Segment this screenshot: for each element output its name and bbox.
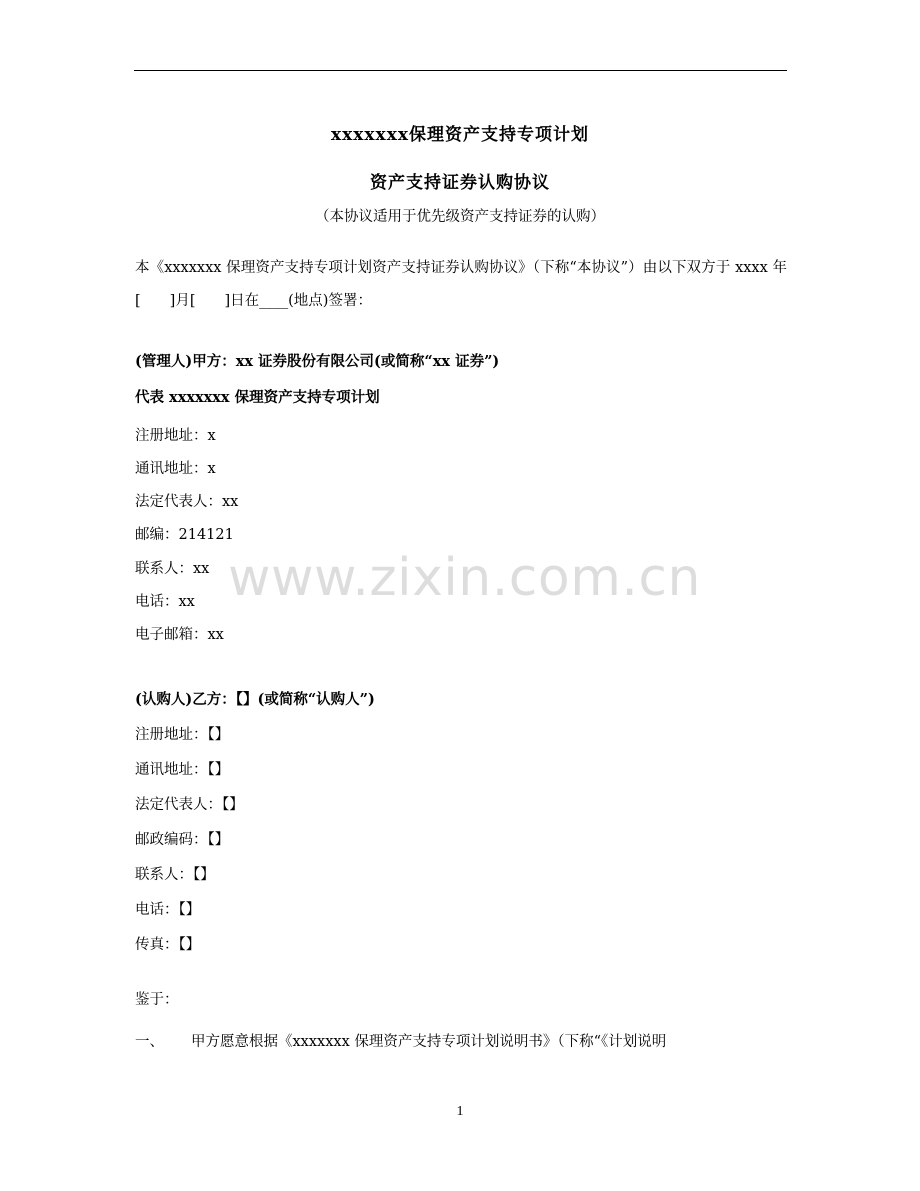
party-a-registered-address: 注册地址：x <box>135 428 216 444</box>
party-a-phone: 电话：xx <box>135 594 195 610</box>
clause-text: 甲方愿意根据《xxxxxxx 保理资产支持专项计划说明书》（下称“《计划说明 <box>191 1034 667 1050</box>
party-b-postal-code: 邮政编码：【】 <box>135 832 230 848</box>
intro-paragraph: 本《xxxxxxx 保理资产支持专项计划资产支持证券认购协议》（下称“本协议”）由以下双方于 xxxx 年[ ]月[ ]日在____(地点)签署： <box>135 260 787 309</box>
document-note: （本协议适用于优先级资产支持证券的认购） <box>315 209 605 225</box>
party-a-representing: 代表 xxxxxxx 保理资产支持专项计划 <box>135 389 380 406</box>
party-a-contact-person: 联系人：xx <box>135 561 210 577</box>
document-title: xxxxxxx保理资产支持专项计划 <box>331 125 589 145</box>
whereas-clause-1 <box>135 1030 666 1051</box>
party-a-heading: (管理人)甲方：xx 证券股份有限公司(或简称“xx 证券”) <box>135 353 500 370</box>
party-a-email: 电子邮箱：xx <box>135 627 224 643</box>
party-b-fax: 传真：【】 <box>135 937 201 953</box>
party-b-heading: (认购人)乙方：【】(或简称“认购人”) <box>135 691 375 708</box>
header-rule <box>134 70 787 71</box>
whereas-label: 鉴于： <box>135 992 179 1008</box>
clause-number: 一、 <box>135 1034 164 1050</box>
party-b-mailing-address: 通讯地址：【】 <box>135 762 230 778</box>
watermark: www.zixin.com.cn <box>228 548 701 608</box>
party-b-contact-person: 联系人：【】 <box>135 867 215 883</box>
party-b-registered-address: 注册地址：【】 <box>135 727 230 743</box>
party-b-phone: 电话：【】 <box>135 902 201 918</box>
party-a-legal-representative: 法定代表人：xx <box>135 494 239 510</box>
party-b-legal-representative: 法定代表人：【】 <box>135 797 244 813</box>
party-a-mailing-address: 通讯地址：x <box>135 461 216 477</box>
page-number: 1 <box>456 1104 464 1119</box>
document-subtitle: 资产支持证券认购协议 <box>370 173 550 193</box>
party-a-postal-code: 邮编：214121 <box>135 527 234 543</box>
